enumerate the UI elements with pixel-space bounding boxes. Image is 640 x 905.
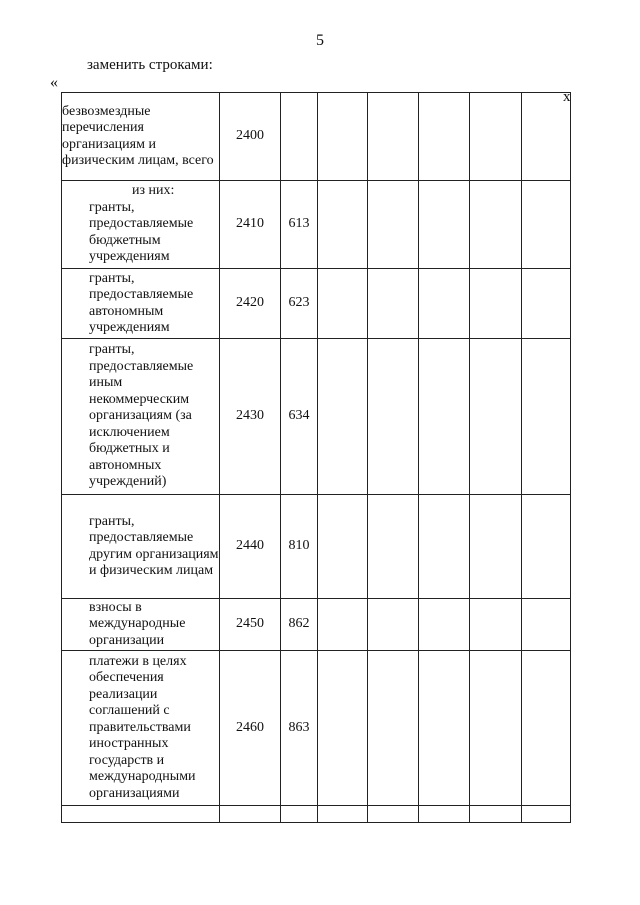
empty-cell: [470, 495, 522, 599]
row-code: 2440: [220, 495, 281, 599]
row-name: гранты, предоставляемые бюджетным учреждениям: [89, 199, 194, 265]
empty-cell: [419, 599, 470, 651]
row-name: безвозмездные перечисления организациям и физическим лицам, всего: [62, 93, 220, 181]
open-quote-mark: «: [50, 74, 58, 91]
empty-cell: [470, 181, 522, 269]
empty-cell: [318, 93, 368, 181]
close-mark: х: [563, 89, 571, 105]
row-code: 2420: [220, 269, 281, 339]
row-kbk: 634: [281, 339, 318, 495]
empty-cell: [318, 339, 368, 495]
row-kbk: [281, 93, 318, 181]
empty-cell: [62, 806, 220, 823]
table-row: [62, 181, 571, 269]
row-name: гранты, предоставляемые иным некоммерческим организациям (за исключением бюджетных и автономных учреждений): [62, 339, 220, 495]
row-kbk: 862: [281, 599, 318, 651]
row-kbk: 810: [281, 495, 318, 599]
empty-cell: [522, 599, 571, 651]
table-row: [62, 651, 571, 806]
page-number: 5: [316, 32, 324, 49]
table-row-empty: [62, 806, 571, 823]
empty-cell: [419, 651, 470, 806]
table-row: [62, 93, 571, 181]
empty-cell: [220, 806, 281, 823]
empty-cell: [470, 651, 522, 806]
empty-cell: [470, 806, 522, 823]
empty-cell: [419, 806, 470, 823]
empty-cell: [368, 269, 419, 339]
row-code: 2460: [220, 651, 281, 806]
empty-cell: [470, 269, 522, 339]
empty-cell: [318, 806, 368, 823]
row-name: гранты, предоставляемые автономным учреждениям: [62, 269, 220, 339]
empty-cell: [522, 339, 571, 495]
empty-cell: [522, 495, 571, 599]
empty-cell: [368, 93, 419, 181]
empty-cell: [522, 806, 571, 823]
empty-cell: [318, 269, 368, 339]
row-name: платежи в целях обеспечения реализации соглашений с правительствами иностранных государств и международными организациями: [62, 651, 220, 806]
empty-cell: [522, 181, 571, 269]
table-row: [62, 599, 571, 651]
row-name-cell: [62, 181, 220, 269]
intro-text: заменить строками:: [87, 57, 213, 73]
empty-cell: [419, 339, 470, 495]
empty-cell: [368, 651, 419, 806]
table-row: [62, 495, 571, 599]
empty-cell: [318, 651, 368, 806]
row-code: 2430: [220, 339, 281, 495]
empty-cell: [470, 339, 522, 495]
empty-cell: [470, 599, 522, 651]
empty-cell: [419, 495, 470, 599]
empty-cell: [419, 181, 470, 269]
empty-cell: [470, 93, 522, 181]
row-kbk: 623: [281, 269, 318, 339]
table-row: [62, 339, 571, 495]
row-kbk: 613: [281, 181, 318, 269]
empty-cell: [368, 181, 419, 269]
empty-cell: [318, 181, 368, 269]
empty-cell: [318, 495, 368, 599]
row-code: 2450: [220, 599, 281, 651]
empty-cell: [522, 269, 571, 339]
empty-cell: [368, 495, 419, 599]
row-code: 2400: [220, 93, 281, 181]
empty-cell: [419, 93, 470, 181]
table-row: [62, 269, 571, 339]
empty-cell: [368, 339, 419, 495]
empty-cell: [368, 599, 419, 651]
empty-cell: [281, 806, 318, 823]
budget-table: [61, 92, 571, 823]
row-heading: из них:: [132, 183, 175, 199]
row-code: 2410: [220, 181, 281, 269]
empty-cell: [522, 651, 571, 806]
row-name: гранты, предоставляемые другим организациям и физическим лицам: [62, 495, 220, 599]
empty-cell: [522, 93, 571, 181]
empty-cell: [419, 269, 470, 339]
row-kbk: 863: [281, 651, 318, 806]
row-name: взносы в международные организации: [62, 599, 220, 651]
empty-cell: [368, 806, 419, 823]
empty-cell: [318, 599, 368, 651]
